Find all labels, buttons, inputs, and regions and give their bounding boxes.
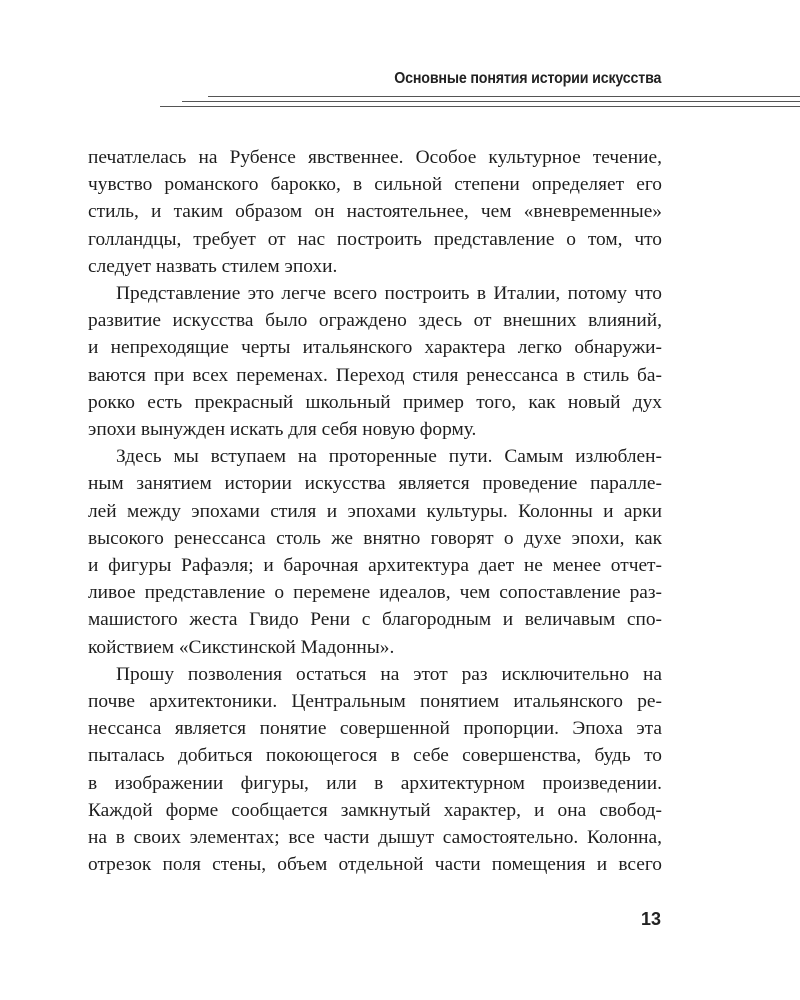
text-line: ным занятием истории искусства является проведение паралле- [88,473,662,495]
text-line: стиль, и таким образом он настоятельнее, чем «вневременные» [88,201,662,223]
text-line: в изображении фигуры, или в архитектурном произведении. [88,772,662,794]
text-line: и непреходящие черты итальянского характера легко обнаружи- [88,337,662,359]
text-line: пыталась добиться покоющегося в себе совершенства, будь то [88,745,662,767]
text-line: нессанса является понятие совершенной пропорции. Эпоха эта [88,718,662,740]
text-line: и фигуры Рафаэля; и барочная архитектура дает не менее отчет- [88,555,662,577]
header-rule-bottom [160,106,800,107]
text-line: голландцы, требует от нас построить представление о том, что [88,228,662,250]
text-line: на в своих элементах; все части дышут самостоятельно. Колонна, [88,827,662,849]
body-text [88,144,662,878]
text-line: Прошу позволения остаться на этот раз исключительно на [116,663,662,685]
text-line: рокко есть прекрасный школьный пример того, как новый дух [88,391,662,413]
text-line: отрезок поля стены, объем отдельной части помещения и всего [88,854,662,876]
text-line: ливое представление о перемене идеалов, чем сопоставление раз- [88,582,662,604]
paragraph-2 [88,280,662,443]
text-line: чувство романского барокко, в сильной степени определяет его [88,174,662,196]
text-line: печатлелась на Рубенсе явственнее. Особое культурное течение, [88,147,662,168]
running-header-title: Основные понятия истории искусства [393,70,661,87]
paragraph-4 [88,661,662,879]
text-line: развитие искусства было ограждено здесь от внешних влияний, [88,310,662,332]
page-number: 13 [640,909,661,929]
text-line: койствием «Сикстинской Мадонны». [88,636,395,658]
text-line: машистого жеста Гвидо Рени с благородным и величавым спо- [88,609,662,631]
text-line: Здесь мы вступаем на проторенные пути. Самым излюблен- [116,446,662,468]
paragraph-3 [88,443,662,661]
text-line: следует назвать стилем эпохи. [88,255,338,277]
header-rule-middle [182,101,800,102]
text-line: лей между эпохами стиля и эпохами культуры. Колонны и арки [88,500,662,522]
text-line: ваются при всех переменах. Переход стиля ренессанса в стиль ба- [88,364,662,386]
text-line: почве архитектоники. Центральным понятием итальянского ре- [88,691,662,713]
header-rule-top [208,96,800,97]
text-line: эпохи вынужден искать для себя новую форму. [88,419,477,441]
text-line: Представление это легче всего построить в Италии, потому что [116,283,662,305]
paragraph-1 [88,144,662,280]
text-line: Каждой форме сообщается замкнутый характер, и она свобод- [88,799,662,821]
text-line: высокого ренессанса столь же внятно говорят о духе эпохи, как [88,527,662,549]
